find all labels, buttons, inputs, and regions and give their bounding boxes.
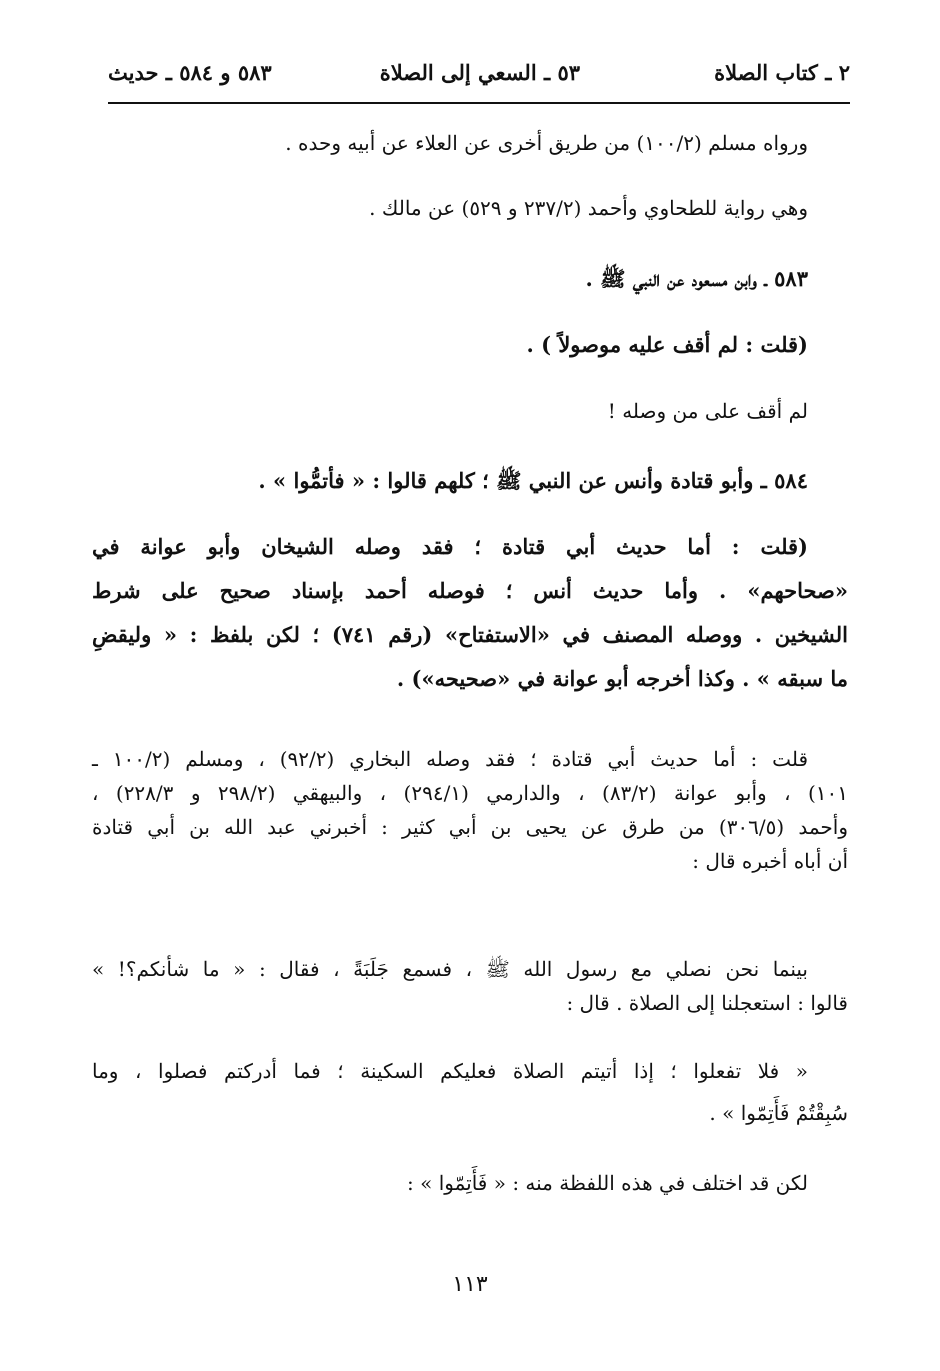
quote-line: سُبِقْتُمْ فَأَتِمّوا » . — [709, 1101, 848, 1125]
page-header — [108, 60, 850, 100]
comment-line: الشيخين . ووصله المصنف في «الاستفتاح» (رقم ٧٤١) ؛ لكن بلفظ : « وليقضِ — [92, 622, 848, 647]
quote-line: بينما نحن نصلي مع رسول الله ﷺ ، فسمع جَلَبَةً ، فقال : « ما شأنكم؟! » — [92, 957, 808, 981]
quote-line: قالوا : استعجلنا إلى الصلاة . قال : — [566, 991, 848, 1015]
header-divider — [108, 102, 850, 104]
header-book-title: ٢ ـ كتاب الصلاة — [714, 60, 850, 85]
hadith-583-text: ٥٨٣ ـ وابن مسعود عن النبي ﷺ . — [585, 266, 808, 291]
page-number: ١١٣ — [452, 1272, 488, 1297]
header-hadith-range: ٥٨٣ و ٥٨٤ ـ حديث — [108, 60, 272, 85]
comment-line: ما سبقه » . وكذا أخرجه أبو عوانة في «صحيحه») . — [396, 666, 848, 691]
hadith-584-text: ٥٨٤ ـ وأبو قتادة وأنس عن النبي ﷺ ؛ كلهم قالوا : « فأتمُّوا » . — [258, 468, 808, 493]
reply-line: أن أباه أخبره قال : — [692, 849, 848, 873]
comment-line: (قلت : أما حديث أبي قتادة ؛ فقد وصله الشيخان وأبو عوانة في — [92, 534, 808, 559]
reply-line: وأحمد (٣٠٦/٥) من طرق عن يحيى بن أبي كثير : أخبرني عبد الله بن أبي قتادة — [92, 815, 848, 839]
hadith-583-reply: لم أقف على من وصله ! — [607, 399, 808, 423]
reply-line: ١٠١) ، وأبو عوانة (٨٣/٢) ، والدارمي (٢٩٤/١) ، والبيهقي (٢٩٨/٢ و ٢٢٨/٣) ، — [92, 781, 848, 805]
hadith-583-comment: (قلت : لم أقف عليه موصولاً ) . — [526, 332, 808, 357]
quote-line: « فلا تفعلوا ؛ إذا أتيتم الصلاة فعليكم السكينة ؛ فما أدركتم فصلوا ، وما — [92, 1059, 808, 1083]
comment-line: «صحاحهم» . وأما حديث أنس ؛ فوصله أحمد بإسناد صحيح على شرط — [92, 578, 848, 603]
closing-paragraph: لكن قد اختلف في هذه اللفظة منه : « فَأَتِمّوا » : — [407, 1171, 808, 1195]
paragraph-tahawi-narration: وهي رواية للطحاوي وأحمد (٢٣٧/٢ و ٥٢٩) عن مالك . — [369, 196, 808, 220]
header-chapter-title: ٥٣ ـ السعي إلى الصلاة — [379, 60, 580, 85]
paragraph-muslim-narration: ورواه مسلم (١٠٠/٢) من طريق أخرى عن العلاء عن أبيه وحده . — [285, 131, 808, 155]
reply-line: قلت : أما حديث أبي قتادة ؛ فقد وصله البخاري (٩٢/٢) ، ومسلم (١٠٠/٢ ـ — [92, 747, 808, 771]
